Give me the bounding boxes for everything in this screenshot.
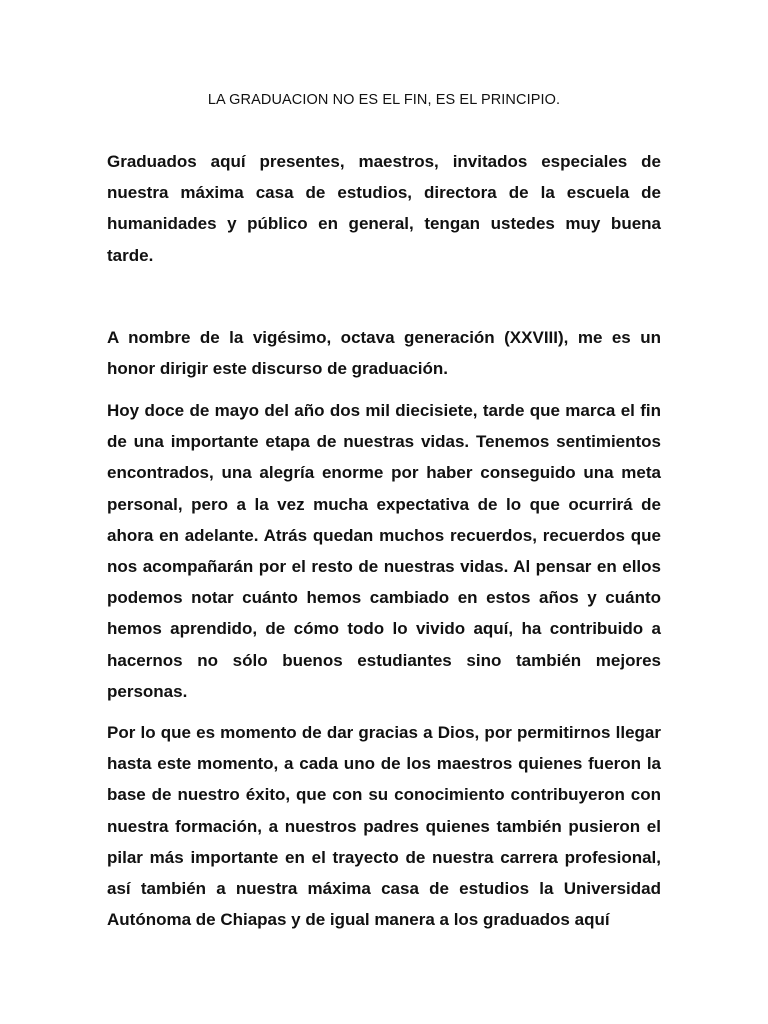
paragraph-greeting: Graduados aquí presentes, maestros, invitados especiales de nuestra máxima casa de estudios, directora de la escuela de humanidades y público en general, tengan ustedes muy buena tarde. (107, 152, 661, 265)
document-title: LA GRADUACION NO ES EL FIN, ES EL PRINCIPIO. (207, 92, 561, 108)
paragraph-reflection: Hoy doce de mayo del año dos mil diecisiete, tarde que marca el fin de una importante etapa de nuestras vidas. Tenemos sentimientos encontrados, una alegría enorme por haber conseguido una meta personal, pero a la vez mucha expectativa de lo que ocurrirá de ahora en adelante. Atrás quedan muchos recuerdos, recuerdos que nos acompañarán por el resto de nuestras vidas. Al pensar en ellos podemos notar cuánto hemos cambiado en estos años y cuánto hemos aprendido, de cómo todo lo vivido aquí, ha contribuido a hacernos no sólo buenos estudiantes sino también mejores personas. (107, 401, 661, 701)
paragraph-introduction: A nombre de la vigésimo, octava generación (XXVIII), me es un honor dirigir este discurso de graduación. (107, 328, 661, 379)
paragraph-gratitude: Por lo que es momento de dar gracias a Dios, por permitirnos llegar hasta este momento, a cada uno de los maestros quienes fueron la base de nuestro éxito, que con su conocimiento contribuyeron con nuestra formación, a nuestros padres quienes también pusieron el pilar más importante en el trayecto de nuestra carrera profesional, así también a nuestra máxima casa de estudios la Universidad Autónoma de Chiapas y de igual manera a los graduados aquí (107, 723, 661, 930)
